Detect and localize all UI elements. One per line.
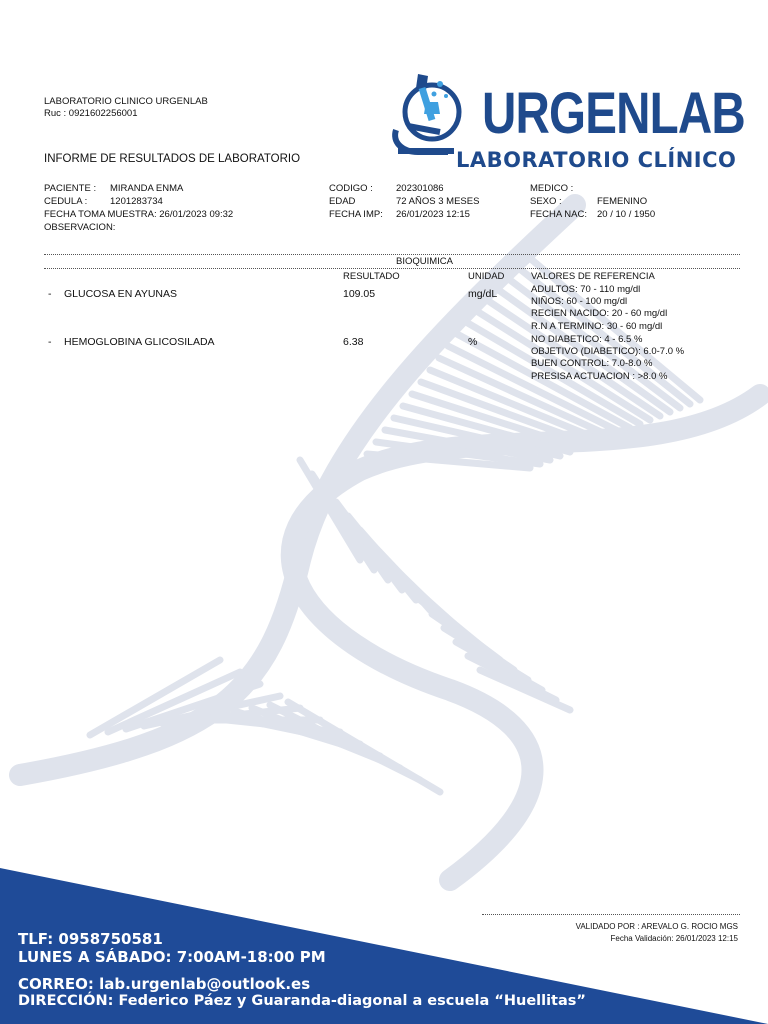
edad-value: 72 AÑOS 3 MESES bbox=[396, 196, 480, 207]
col-resultado: RESULTADO bbox=[343, 271, 400, 282]
reference-line: PRESISA ACTUACION : >8.0 % bbox=[531, 371, 668, 382]
observacion-label: OBSERVACION: bbox=[44, 222, 116, 233]
test-bullet: - bbox=[48, 336, 52, 348]
test-unit: mg/dL bbox=[468, 288, 498, 300]
section-divider-bottom bbox=[44, 268, 740, 269]
paciente-value: MIRANDA ENMA bbox=[110, 183, 184, 194]
reference-line: NO DIABETICO: 4 - 6.5 % bbox=[531, 334, 643, 345]
reference-line: ADULTOS: 70 - 110 mg/dl bbox=[531, 284, 641, 295]
test-name: HEMOGLOBINA GLICOSILADA bbox=[64, 336, 215, 348]
logo-subtitle: LABORATORIO CLÍNICO bbox=[456, 148, 737, 172]
reference-line: RECIEN NACIDO: 20 - 60 mg/dl bbox=[531, 308, 668, 319]
test-bullet: - bbox=[48, 288, 52, 300]
footer-direccion: DIRECCIÓN: Federico Páez y Guaranda-diagonal a escuela “Huellitas” bbox=[18, 993, 586, 1009]
reference-line: R.N A TERMINO: 30 - 60 mg/dl bbox=[531, 321, 663, 332]
cedula-value: 1201283734 bbox=[110, 196, 163, 207]
sexo-label: SEXO : bbox=[530, 196, 562, 207]
section-divider-top bbox=[44, 254, 740, 255]
reference-line: OBJETIVO (DIABETICO): 6.0-7.0 % bbox=[531, 346, 685, 357]
col-unidad: UNIDAD bbox=[468, 271, 505, 282]
edad-label: EDAD bbox=[329, 196, 356, 207]
fecha-imp-label: FECHA IMP: bbox=[329, 209, 383, 220]
test-unit: % bbox=[468, 336, 478, 348]
footer-horario: LUNES A SÁBADO: 7:00AM-18:00 PM bbox=[18, 948, 326, 966]
section-title: BIOQUIMICA bbox=[396, 256, 454, 267]
fecha-muestra: FECHA TOMA MUESTRA: 26/01/2023 09:32 bbox=[44, 209, 234, 220]
lab-name: LABORATORIO CLINICO URGENLAB bbox=[44, 96, 208, 107]
signature-line bbox=[482, 914, 740, 915]
lab-ruc: Ruc : 0921602256001 bbox=[44, 108, 138, 119]
fecha-nac-value: 20 / 10 / 1950 bbox=[597, 209, 656, 220]
footer-telefono: TLF: 0958750581 bbox=[18, 930, 163, 948]
paciente-label: PACIENTE : bbox=[44, 183, 97, 194]
sexo-value: FEMENINO bbox=[597, 196, 648, 207]
codigo-value: 202301086 bbox=[396, 183, 444, 194]
codigo-label: CODIGO : bbox=[329, 183, 373, 194]
fecha-nac-label: FECHA NAC: bbox=[530, 209, 588, 220]
test-result: 109.05 bbox=[343, 288, 376, 300]
reference-line: NIÑOS: 60 - 100 mg/dl bbox=[531, 296, 628, 307]
footer-correo: CORREO: lab.urgenlab@outlook.es bbox=[18, 975, 311, 993]
validado-por: VALIDADO POR : AREVALO G. ROCIO MGS bbox=[575, 922, 738, 931]
report-title: INFORME DE RESULTADOS DE LABORATORIO bbox=[44, 153, 301, 165]
microscope-logo-icon bbox=[388, 72, 468, 156]
medico-label: MEDICO : bbox=[530, 183, 574, 194]
reference-line: BUEN CONTROL: 7.0-8.0 % bbox=[531, 358, 653, 369]
col-referencia: VALORES DE REFERENCIA bbox=[531, 271, 655, 282]
dna-rung bbox=[288, 702, 440, 792]
logo-title: URGENLAB bbox=[482, 81, 745, 146]
fecha-imp-value: 26/01/2023 12:15 bbox=[396, 209, 470, 220]
cedula-label: CEDULA : bbox=[44, 196, 88, 207]
fecha-validacion: Fecha Validación: 26/01/2023 12:15 bbox=[610, 934, 738, 943]
test-result: 6.38 bbox=[343, 336, 364, 348]
test-name: GLUCOSA EN AYUNAS bbox=[64, 288, 178, 300]
